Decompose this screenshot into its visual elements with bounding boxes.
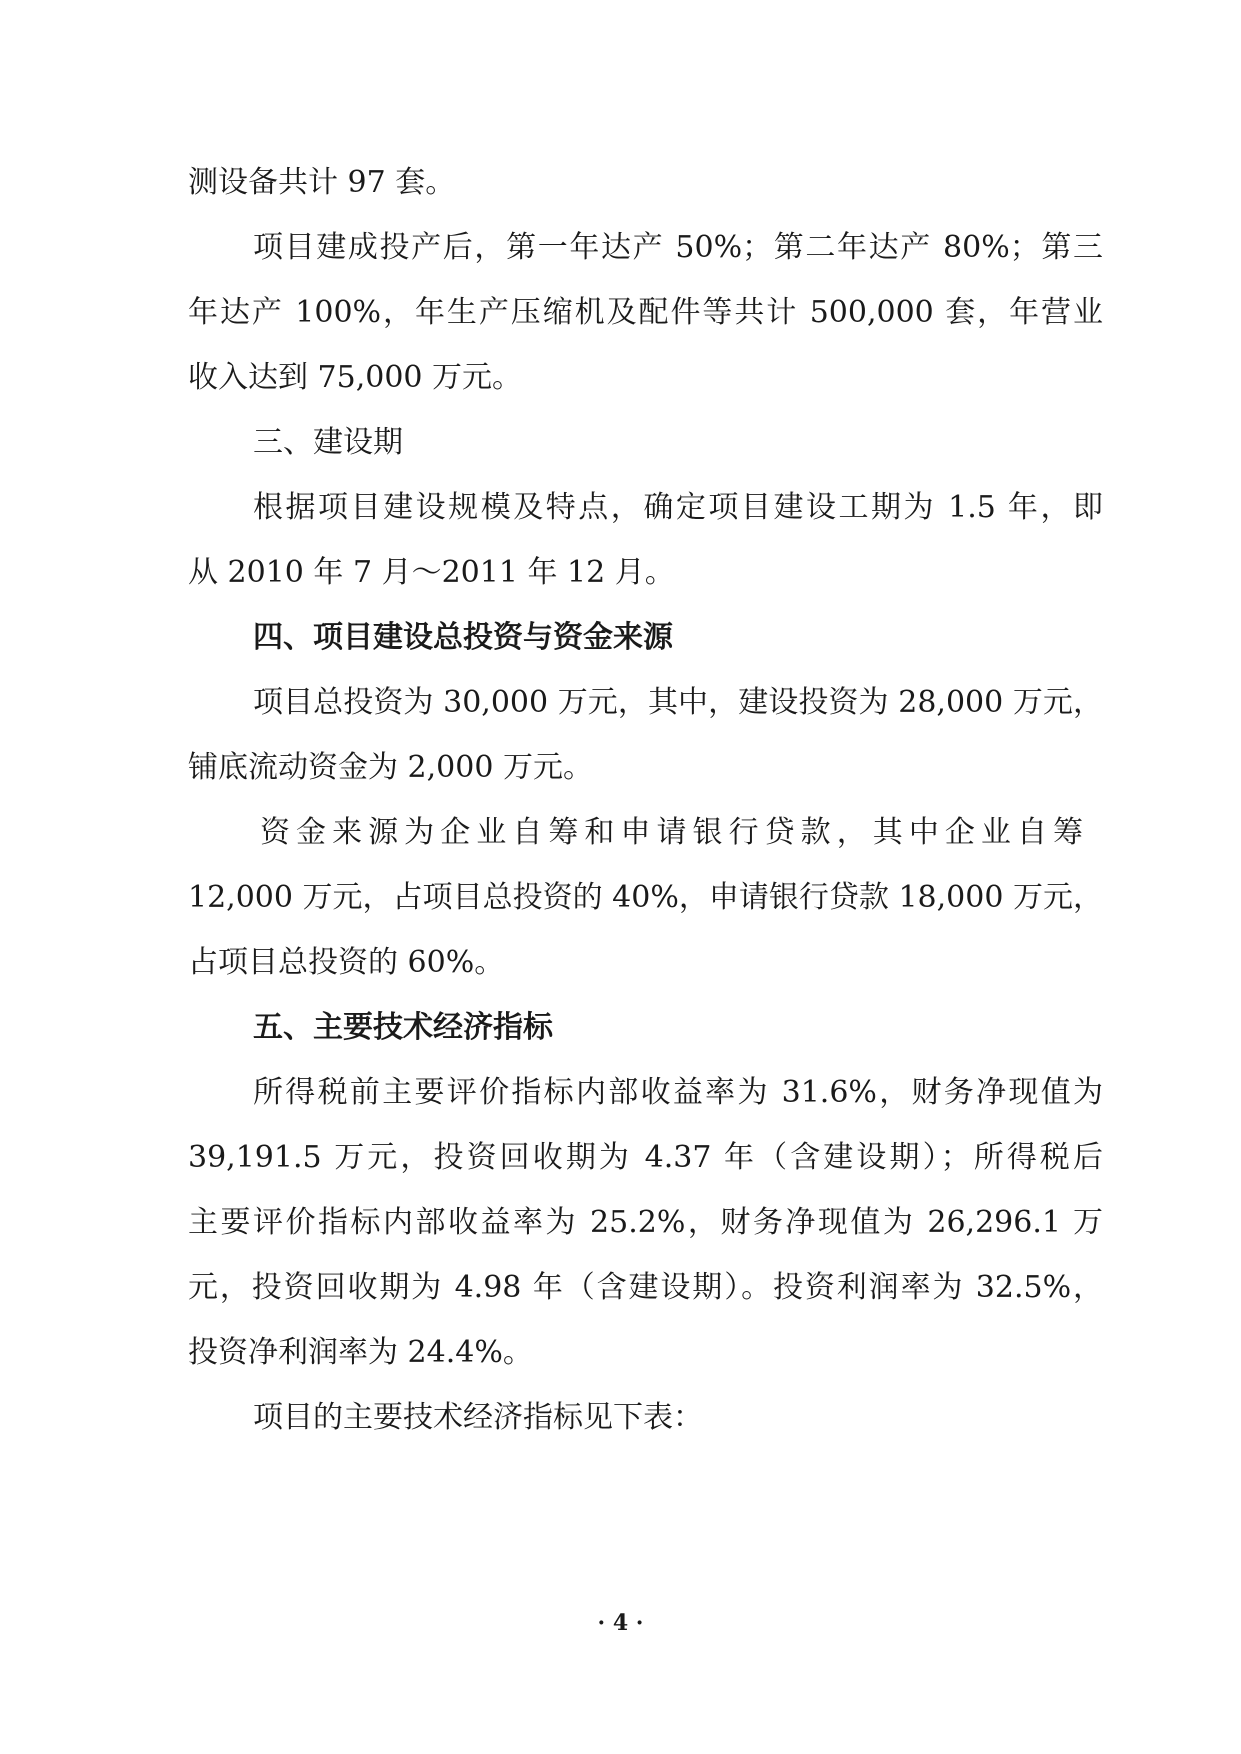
paragraph-line: 39,191.5 万元，投资回收期为 4.37 年（含建设期）；所得税后: [188, 1140, 1103, 1175]
paragraph-line: 资金来源为企业自筹和申请银行贷款，其中企业自筹: [260, 815, 1083, 850]
page-number: · 4 ·: [597, 1610, 644, 1636]
paragraph-line: 根据项目建设规模及特点，确定项目建设工期为 1.5 年，即: [253, 490, 1103, 525]
paragraph-line: 年达产 100%，年生产压缩机及配件等共计 500,000 套，年营业: [188, 295, 1103, 330]
paragraph-line: 项目的主要技术经济指标见下表：: [253, 1400, 703, 1435]
paragraph-line: 占项目总投资的 60%。: [188, 945, 505, 980]
paragraph-line: 所得税前主要评价指标内部收益率为 31.6%，财务净现值为: [253, 1075, 1103, 1110]
paragraph-line: 投资净利润率为 24.4%。: [188, 1335, 533, 1370]
paragraph-line: 主要评价指标内部收益率为 25.2%，财务净现值为 26,296.1 万: [188, 1205, 1103, 1240]
paragraph-line: 12,000 万元，占项目总投资的 40%，申请银行贷款 18,000 万元，: [188, 880, 1103, 915]
paragraph-line: 项目建成投产后，第一年达产 50%；第二年达产 80%；第三: [253, 230, 1103, 265]
paragraph-line: 测设备共计 97 套。: [188, 165, 456, 200]
paragraph-line: 项目总投资为 30,000 万元，其中，建设投资为 28,000 万元，: [253, 685, 1103, 720]
section-heading-investment-funding: 四、项目建设总投资与资金来源: [253, 620, 673, 655]
section-heading-construction-period: 三、建设期: [253, 425, 403, 460]
document-body: [188, 150, 1103, 1450]
paragraph-line: 铺底流动资金为 2,000 万元。: [188, 750, 593, 785]
paragraph-line: 收入达到 75,000 万元。: [188, 360, 523, 395]
paragraph-line: 从 2010 年 7 月～2011 年 12 月。: [188, 555, 675, 590]
section-heading-economic-indicators: 五、主要技术经济指标: [253, 1010, 553, 1045]
paragraph-line: 元，投资回收期为 4.98 年（含建设期）。投资利润率为 32.5%，: [188, 1270, 1103, 1305]
